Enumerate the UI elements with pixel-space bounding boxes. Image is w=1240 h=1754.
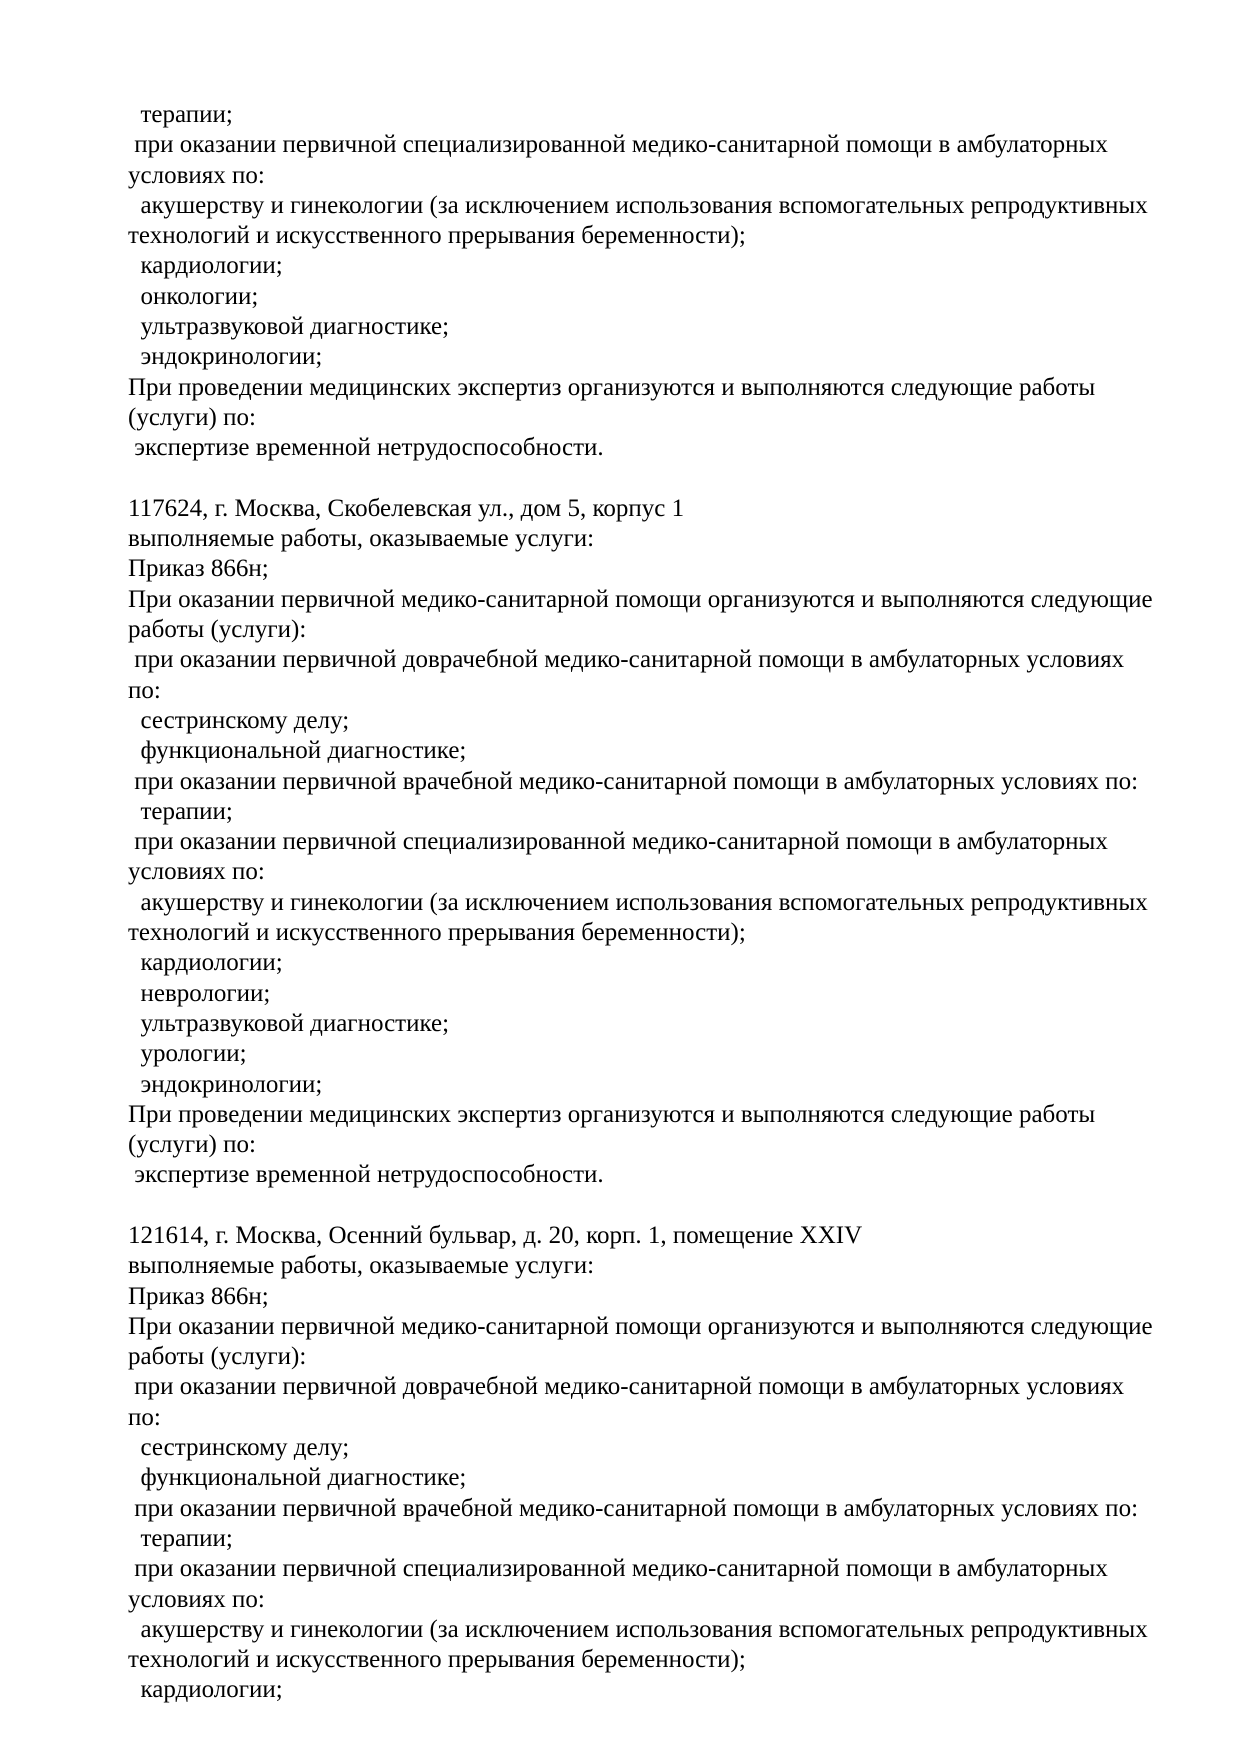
text-line: 121614, г. Москва, Осенний бульвар, д. 20, корп. 1, помещение XXIV — [128, 1221, 863, 1249]
text-line: урологии; — [128, 1040, 247, 1068]
text-line: онкологии; — [128, 282, 259, 310]
text-line: акушерству и гинекологии (за исключением использования вспомогательных репродуктивных — [128, 1615, 1148, 1643]
text-line: эндокринологии; — [128, 343, 323, 371]
text-line: по: — [128, 676, 161, 704]
text-line: акушерству и гинекологии (за исключением использования вспомогательных репродуктивных — [128, 888, 1148, 916]
text-line: при оказании первичной специализированной медико-санитарной помощи в амбулаторных — [128, 828, 1108, 856]
text-line: акушерству и гинекологии (за исключением использования вспомогательных репродуктивных — [128, 191, 1148, 219]
text-line: экспертизе временной нетрудоспособности. — [128, 434, 604, 462]
text-line: по: — [128, 1403, 161, 1431]
text-line: эндокринологии; — [128, 1070, 323, 1098]
blank-line — [128, 1191, 1200, 1221]
text-line: неврологии; — [128, 979, 271, 1007]
text-line: технологий и искусственного прерывания беременности); — [128, 919, 746, 947]
text-line: выполняемые работы, оказываемые услуги: — [128, 525, 595, 553]
text-line: функциональной диагностике; — [128, 737, 467, 765]
text-line: При проведении медицинских экспертиз организуются и выполняются следующие работы — [128, 1100, 1096, 1128]
text-line: Приказ 866н; — [128, 555, 269, 583]
text-line: при оказании первичной врачебной медико-санитарной помощи в амбулаторных условиях по: — [128, 767, 1139, 795]
text-line: технологий и искусственного прерывания беременности); — [128, 1646, 746, 1674]
text-line: сестринскому делу; — [128, 1434, 350, 1462]
text-line: ультразвуковой диагностике; — [128, 1009, 450, 1037]
text-line: ультразвуковой диагностике; — [128, 313, 450, 341]
text-line: терапии; — [128, 1524, 233, 1552]
text-line: при оказании первичной специализированной медико-санитарной помощи в амбулаторных — [128, 1555, 1108, 1583]
text-line: работы (услуги): — [128, 1343, 307, 1371]
text-line: (услуги) по: — [128, 403, 256, 431]
text-line: функциональной диагностике; — [128, 1464, 467, 1492]
text-line: условиях по: — [128, 1585, 265, 1613]
text-line: При оказании первичной медико-санитарной помощи организуются и выполняются следующие — [128, 585, 1153, 613]
text-line: терапии; — [128, 101, 233, 128]
text-line: технологий и искусственного прерывания беременности); — [128, 222, 746, 250]
text-line: при оказании первичной специализированной медико-санитарной помощи в амбулаторных — [128, 131, 1108, 159]
text-line: при оказании первичной доврачебной медико-санитарной помощи в амбулаторных условиях — [128, 1373, 1125, 1401]
text-line: условиях по: — [128, 161, 265, 189]
text-line: работы (услуги): — [128, 616, 307, 644]
text-line: кардиологии; — [128, 1676, 283, 1704]
text-line: условиях по: — [128, 858, 265, 886]
text-line: выполняемые работы, оказываемые услуги: — [128, 1252, 595, 1280]
text-line: при оказании первичной доврачебной медико-санитарной помощи в амбулаторных условиях — [128, 646, 1125, 674]
document-text — [128, 100, 1200, 1706]
text-line: при оказании первичной врачебной медико-санитарной помощи в амбулаторных условиях по: — [128, 1494, 1139, 1522]
blank-line — [128, 464, 1200, 494]
text-line: сестринскому делу; — [128, 706, 350, 734]
text-line: При проведении медицинских экспертиз организуются и выполняются следующие работы — [128, 373, 1096, 401]
text-line: экспертизе временной нетрудоспособности. — [128, 1161, 604, 1189]
text-line: кардиологии; — [128, 949, 283, 977]
text-line: кардиологии; — [128, 252, 283, 280]
text-line: При оказании первичной медико-санитарной помощи организуются и выполняются следующие — [128, 1312, 1153, 1340]
text-line: (услуги) по: — [128, 1131, 256, 1159]
text-line: 117624, г. Москва, Скобелевская ул., дом 5, корпус 1 — [128, 494, 685, 522]
text-line: терапии; — [128, 797, 233, 825]
text-line: Приказ 866н; — [128, 1282, 269, 1310]
